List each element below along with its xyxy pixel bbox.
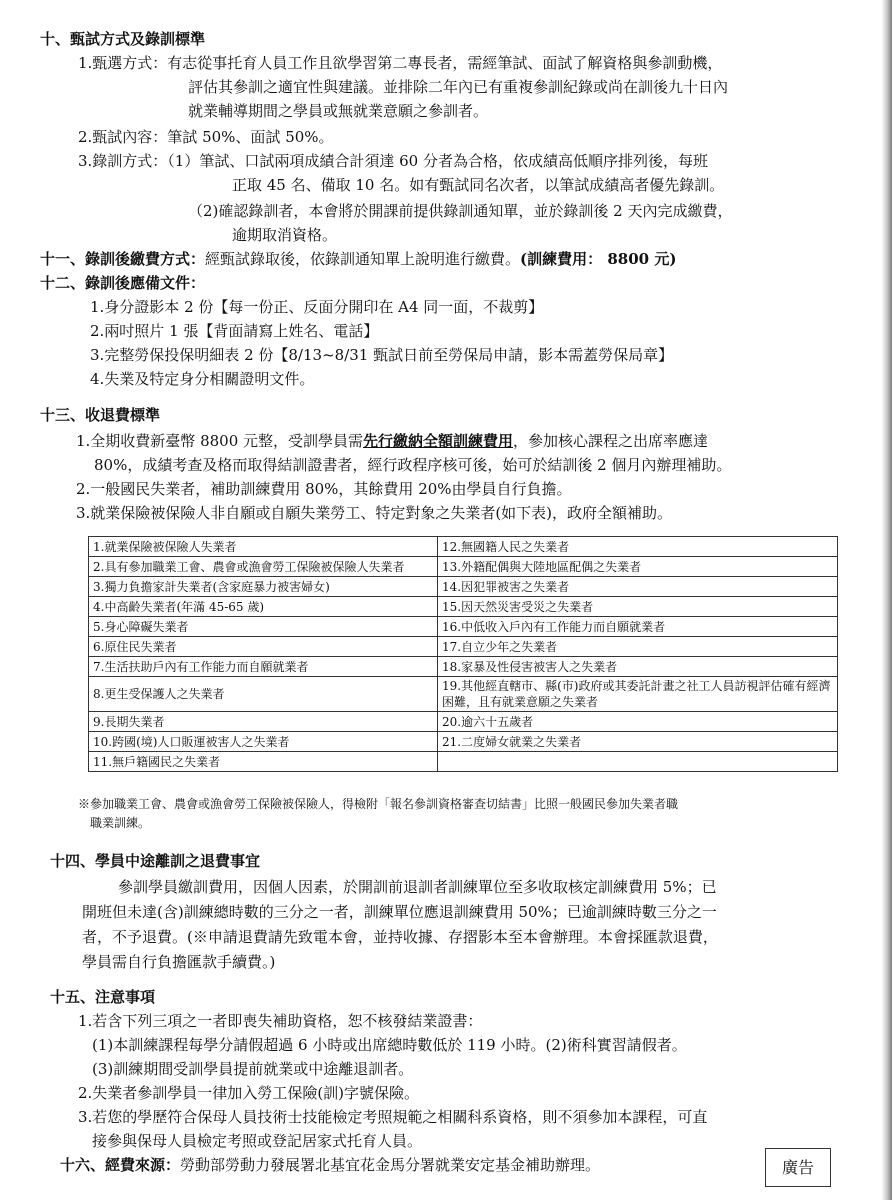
table-cell-left: 2.具有參加職業工會、農會或漁會勞工保險被保險人失業者 [89, 557, 438, 577]
table-cell-left: 3.獨力負擔家計失業者(含家庭暴力被害婦女) [89, 577, 438, 597]
s13-item1-line1 [76, 432, 708, 450]
section-10-heading: 十、甄試方式及錄訓標準 [40, 30, 206, 48]
s10-item3-line2: 正取 45 名、備取 10 名。如有甄試同名次者，以筆試成績高者優先錄訓。 [232, 176, 725, 194]
s12-item1: 1.身分證影本 2 份【每一份正、反面分開印在 A4 同一面，不裁剪】 [90, 298, 544, 316]
section-11-heading: 十一、錄訓後繳費方式： [40, 250, 206, 268]
s13-item1-line2: 80%，成績考查及格而取得結訓證書者，經行政程序核可後，始可於結訓後 2 個月內辦理補助。 [94, 456, 732, 474]
table-row [89, 537, 838, 557]
table-row [89, 677, 838, 712]
table-row [89, 752, 838, 772]
table-note-line1: ※參加職業工會、農會或漁會勞工保險被保險人，得檢附「報名參訓資格審查切結書」比照一般國民參加失業者職 [78, 797, 679, 811]
s10-item2: 2.甄試內容：筆試 50%、面試 50%。 [78, 128, 334, 146]
table-row [89, 732, 838, 752]
table-row [89, 557, 838, 577]
page-edge-shadow [882, 0, 892, 1200]
s14-para-line2: 開班但未達(含)訓練總時數的三分之一者，訓練單位應退訓練費用 50%；已逾訓練時數三分之一 [82, 903, 717, 921]
table-row [89, 597, 838, 617]
table-cell-right: 15.因天然災害受災之失業者 [438, 597, 838, 617]
s13-item1-underlined: 先行繳納全額訓練費用 [363, 432, 514, 450]
s10-item1-line3: 就業輔導期間之學員或無就業意願之參訓者。 [188, 102, 489, 120]
table-cell-left: 1.就業保險被保險人失業者 [89, 537, 438, 557]
table-row [89, 617, 838, 637]
s13-item1-post: ，參加核心課程之出席率應達 [513, 432, 709, 450]
s13-item3: 3.就業保險被保險人非自願或自願失業勞工、特定對象之失業者(如下表)，政府全額補助。 [76, 504, 673, 522]
table-cell-left: 7.生活扶助戶內有工作能力而自願就業者 [89, 657, 438, 677]
s15-item3-line1: 3.若您的學歷符合保母人員技術士技能檢定考照規範之相關科系資格，則不須參加本課程，可直 [78, 1108, 708, 1126]
table-cell-right: 18.家暴及性侵害被害人之失業者 [438, 657, 838, 677]
table-cell-right: 21.二度婦女就業之失業者 [438, 732, 838, 752]
table-row [89, 712, 838, 732]
table-cell-right: 16.中低收入戶內有工作能力而自願就業者 [438, 617, 838, 637]
table-row [89, 657, 838, 677]
table-note-line2: 職業訓練。 [90, 816, 151, 830]
eligibility-table-body [89, 537, 838, 772]
table-cell-left: 8.更生受保護人之失業者 [89, 677, 438, 712]
table-cell-right: 14.因犯罪被害之失業者 [438, 577, 838, 597]
s13-item1-pre: 1.全期收費新臺幣 8800 元整，受訓學員需 [76, 432, 364, 450]
section-11-fee: (訓練費用： 8800 元) [520, 250, 677, 268]
table-row [89, 577, 838, 597]
table-cell-right: 20.逾六十五歲者 [438, 712, 838, 732]
table-cell-left: 5.身心障礙失業者 [89, 617, 438, 637]
table-cell-right: 13.外籍配偶與大陸地區配偶之失業者 [438, 557, 838, 577]
s15-item1-sub1: (1)本訓練課程每學分請假超過 6 小時或出席總時數低於 119 小時。(2)術科實習請假者。 [92, 1036, 687, 1054]
s10-item3-line4: 逾期取消資格。 [232, 226, 338, 244]
section-16-line [60, 1156, 600, 1174]
table-cell-left: 11.無戶籍國民之失業者 [89, 752, 438, 772]
s12-item3: 3.完整勞保投保明細表 2 份【8/13~8/31 甄試日前至勞保局申請，影本需蓋勞保局章】 [90, 346, 674, 364]
s10-item1-line1: 1.甄選方式：有志從事托育人員工作且欲學習第二專長者，需經筆試、面試了解資格與參訓動機， [78, 54, 723, 72]
table-cell-left: 6.原住民失業者 [89, 637, 438, 657]
ad-button[interactable]: 廣告 [765, 1148, 831, 1187]
table-cell-left: 9.長期失業者 [89, 712, 438, 732]
s15-item1-sub2: (3)訓練期間受訓學員提前就業或中途離退訓者。 [92, 1060, 414, 1078]
table-row [89, 637, 838, 657]
section-12-heading: 十二、錄訓後應備文件： [40, 274, 206, 292]
s14-para-line3: 者，不予退費。(※申請退費請先致電本會，並持收據、存摺影本至本會辦理。本會採匯款退費， [82, 928, 718, 946]
s12-item4: 4.失業及特定身分相關證明文件。 [90, 370, 315, 388]
section-16-text: 勞動部勞動力發展署北基宜花金馬分署就業安定基金補助辦理。 [180, 1156, 601, 1174]
table-cell-right: 12.無國籍人民之失業者 [438, 537, 838, 557]
section-11-text: 經甄試錄取後，依錄訓通知單上說明進行繳費。 [205, 250, 521, 268]
s14-para-line4: 學員需自行負擔匯款手續費。) [82, 953, 276, 971]
table-cell-left: 10.跨國(境)人口販運被害人之失業者 [89, 732, 438, 752]
table-cell-right: 19.其他經直轄市、縣(市)政府或其委託計畫之社工人員訪視評估確有經濟困難，且有就業意願之失業者 [438, 677, 838, 712]
s13-item2: 2.一般國民失業者，補助訓練費用 80%，其餘費用 20%由學員自行負擔。 [76, 480, 572, 498]
table-cell-right: 17.自立少年之失業者 [438, 637, 838, 657]
s15-item2: 2.失業者參訓學員一律加入勞工保險(訓)字號保險。 [78, 1084, 420, 1102]
section-16-heading: 十六、經費來源： [60, 1156, 181, 1174]
s10-item3-line3: （2)確認錄訓者，本會將於開課前提供錄訓通知單，並於錄訓後 2 天內完成繳費， [188, 202, 733, 220]
section-11-line [40, 250, 676, 268]
s14-para-line1: 參訓學員繳訓費用，因個人因素，於開訓前退訓者訓練單位至多收取核定訓練費用 5%；已 [118, 878, 717, 896]
section-13-heading: 十三、收退費標準 [40, 406, 161, 424]
eligibility-table [88, 536, 838, 772]
s15-item1: 1.若含下列三項之一者即喪失補助資格，恕不核發結業證書： [78, 1012, 483, 1030]
section-15-heading: 十五、注意事項 [50, 988, 156, 1006]
s12-item2: 2.兩吋照片 1 張【背面請寫上姓名、電話】 [90, 322, 379, 340]
s10-item1-line2: 評估其參訓之適宜性與建議。並排除二年內已有重複參訓紀錄或尚在訓後九十日內 [188, 78, 729, 96]
s15-item3-line2: 接參與保母人員檢定考照或登記居家式托育人員。 [92, 1132, 423, 1150]
table-cell-left: 4.中高齡失業者(年滿 45-65 歲) [89, 597, 438, 617]
s10-item3-line1: 3.錄訓方式：（1）筆試、口試兩項成績合計須達 60 分者為合格，依成績高低順序排列後，每班 [78, 152, 708, 170]
section-14-heading: 十四、學員中途離訓之退費事宜 [50, 852, 261, 870]
table-cell-right [438, 752, 838, 772]
